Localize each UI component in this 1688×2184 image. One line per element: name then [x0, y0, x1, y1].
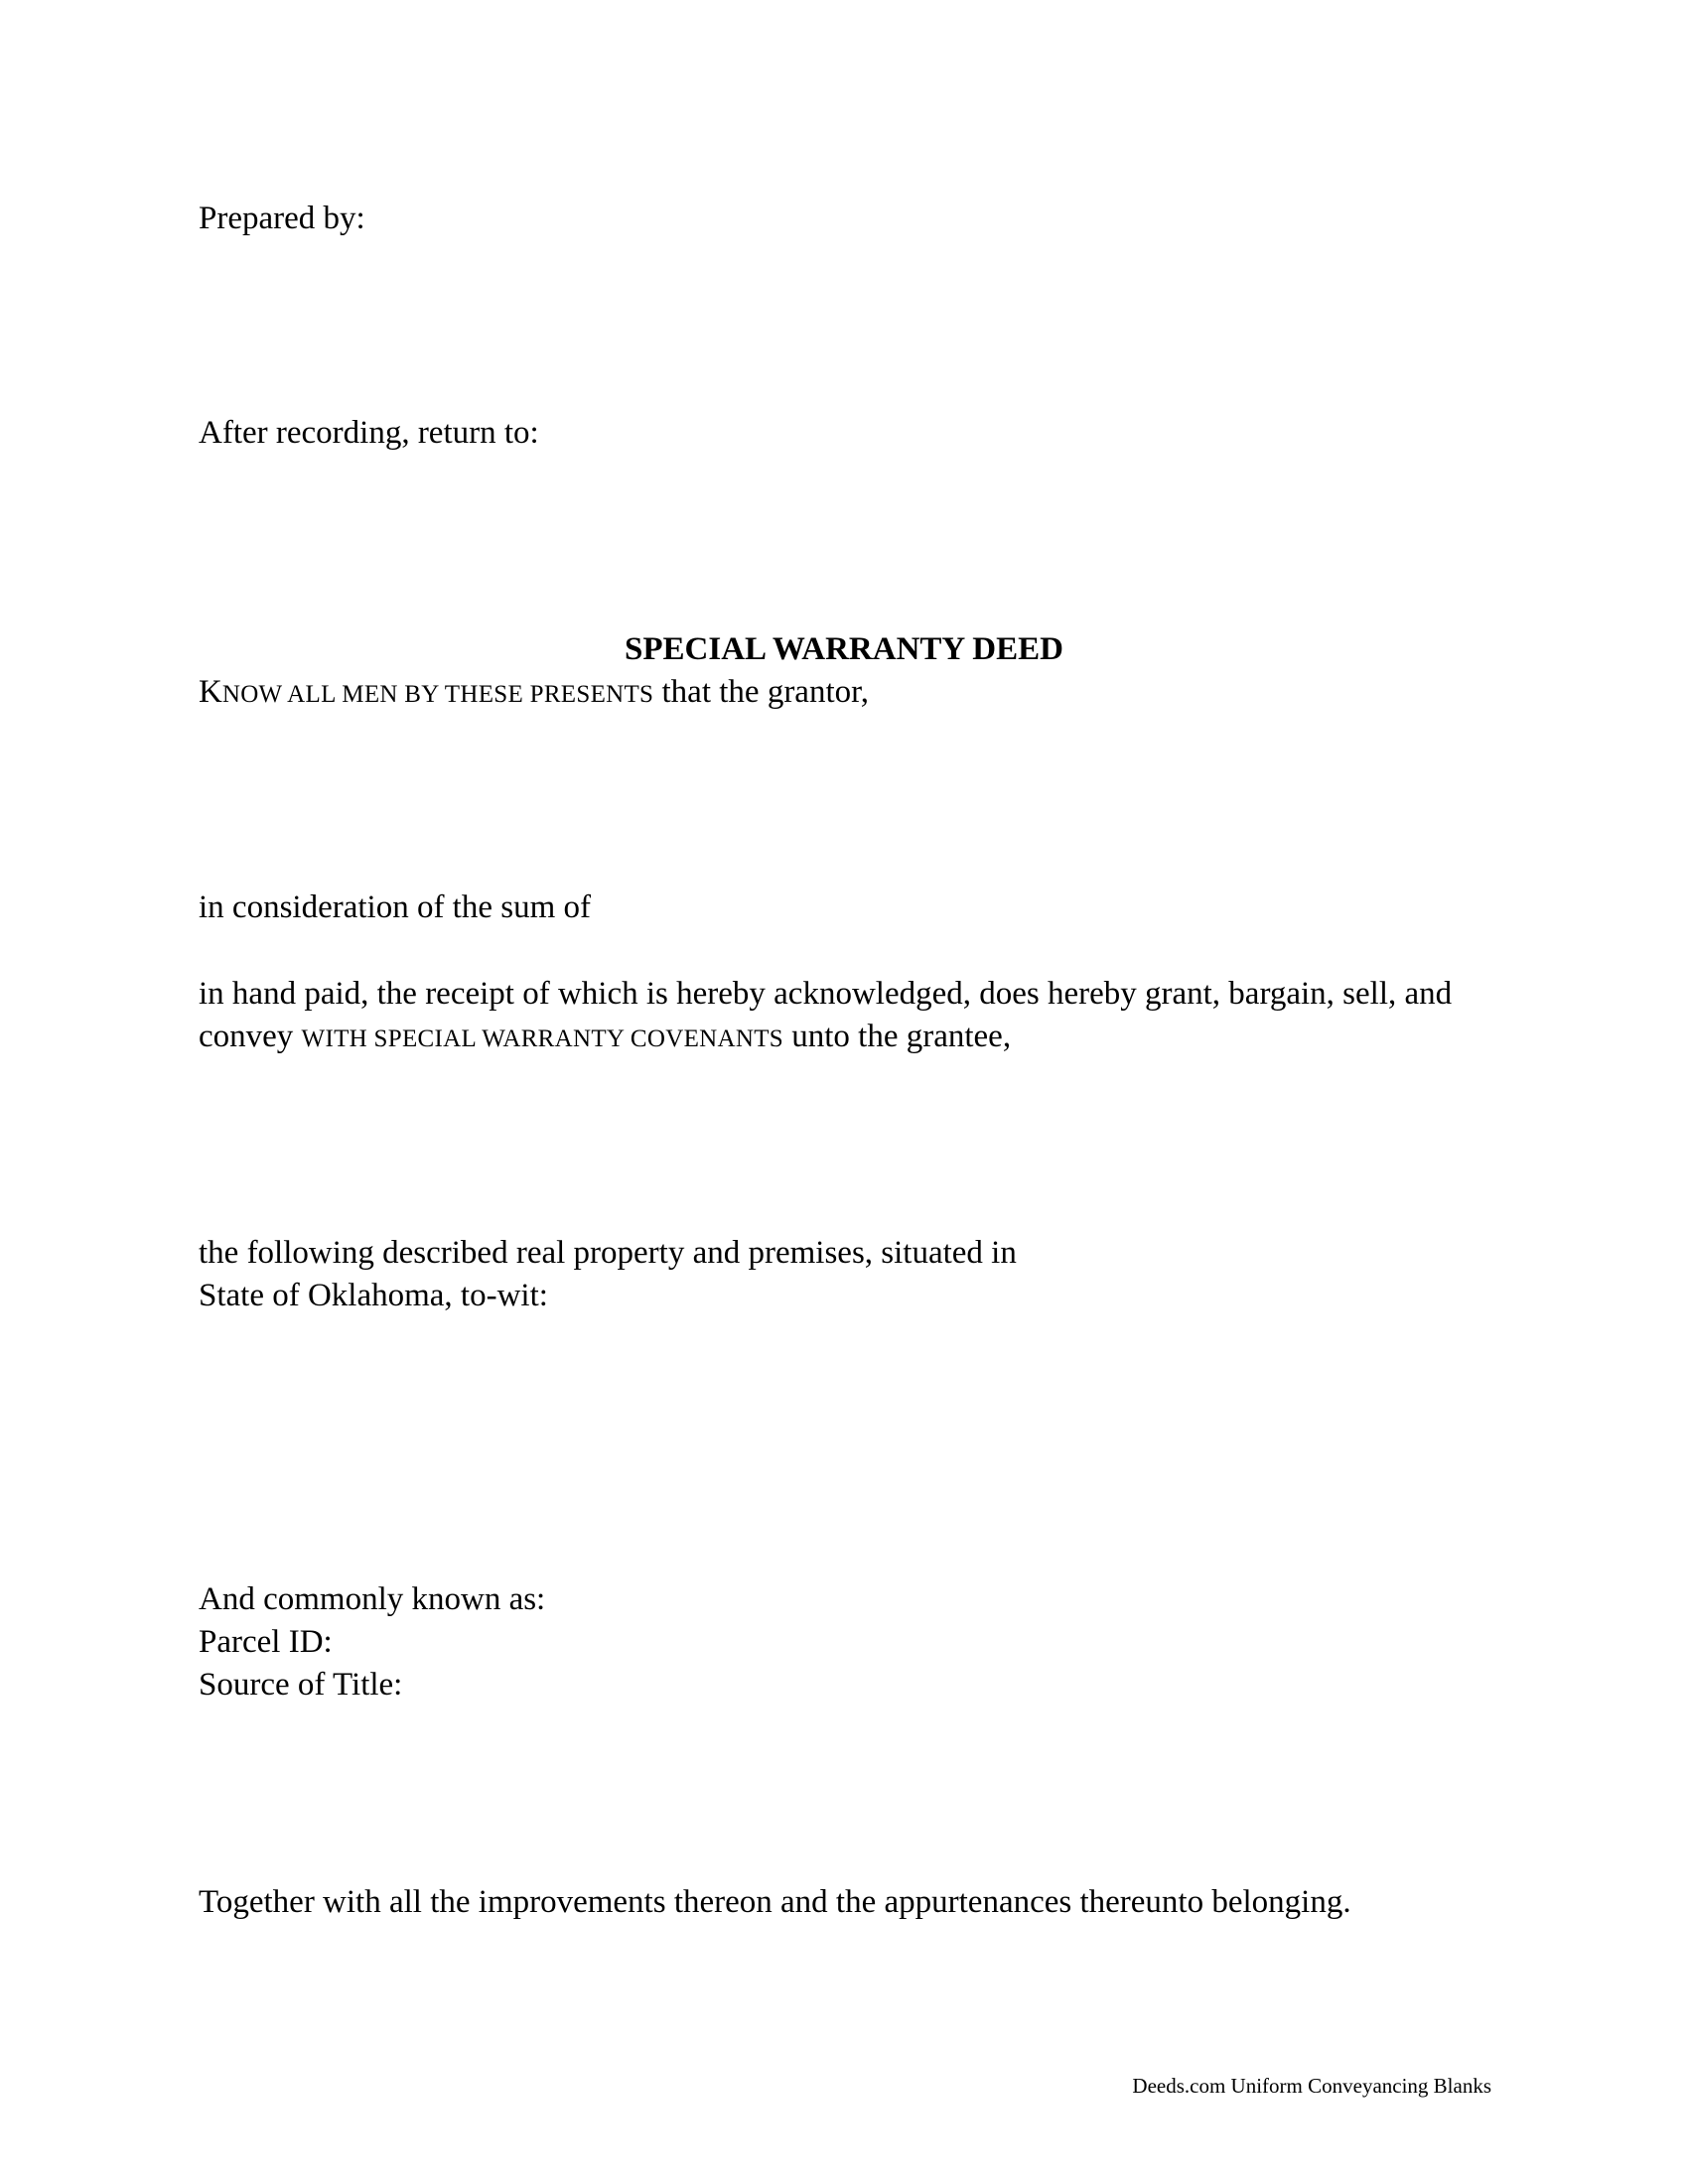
- intro-initial: K: [199, 674, 222, 710]
- document-title: SPECIAL WARRANTY DEED: [625, 631, 1063, 667]
- grant-clause-line-2: [199, 1015, 1011, 1061]
- intro-smallcaps: NOW ALL MEN BY THESE PRESENTS: [221, 681, 654, 708]
- grant-smallcaps: WITH SPECIAL WARRANTY COVENANTS: [301, 1025, 783, 1052]
- return-to-label: After recording, return to:: [199, 415, 539, 451]
- footer-text: Deeds.com Uniform Conveyancing Blanks: [1132, 2074, 1491, 2098]
- intro-clause: [199, 670, 869, 717]
- source-of-title-label: Source of Title:: [199, 1667, 403, 1703]
- intro-rest: that the grantor,: [653, 674, 870, 710]
- grant-grantee: unto the grantee,: [783, 1019, 1012, 1054]
- grant-convey: convey: [199, 1019, 302, 1054]
- commonly-known-label: And commonly known as:: [199, 1581, 546, 1617]
- together-with-clause: Together with all the improvements thereon and the appurtenances thereunto belonging.: [199, 1884, 1351, 1920]
- property-clause-line-2: State of Oklahoma, to-wit:: [199, 1278, 548, 1313]
- parcel-id-label: Parcel ID:: [199, 1624, 333, 1660]
- consideration-clause: in consideration of the sum of: [199, 889, 592, 925]
- grant-clause-line-1: in hand paid, the receipt of which is hereby acknowledged, does hereby grant, bargain, sell, and: [199, 976, 1453, 1012]
- property-clause-line-1: the following described real property and premises, situated in: [199, 1235, 1017, 1271]
- prepared-by-label: Prepared by:: [199, 201, 365, 236]
